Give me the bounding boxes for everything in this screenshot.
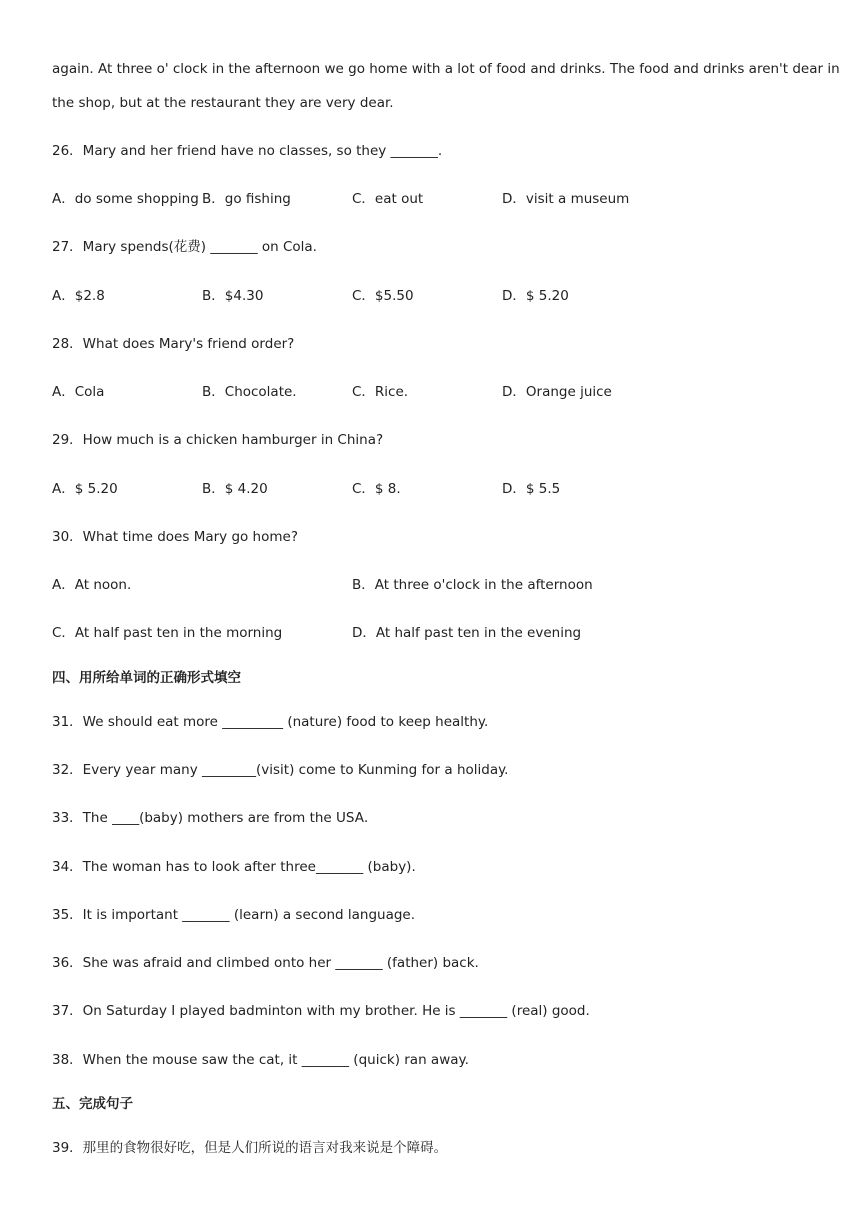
question-27-option-b[interactable]: B．$4.30 [202,288,264,304]
question-36: 36．She was afraid and climbed onto her _______ (father) back. [52,955,479,971]
passage-line-1: again. At three o' clock in the afternoon we go home with a lot of food and drinks. The food and drinks aren't dear in [52,61,840,77]
question-32: 32．Every year many ________(visit) come to Kunming for a holiday. [52,762,509,778]
question-29-option-d[interactable]: D．$ 5.5 [502,481,561,497]
question-30-stem: 30．What time does Mary go home? [52,529,298,545]
question-28-option-a[interactable]: A．Cola [52,384,105,400]
question-30-option-b[interactable]: B．At three o'clock in the afternoon [352,577,593,593]
question-29-option-c[interactable]: C．$ 8. [352,481,401,497]
question-26-option-a[interactable]: A．do some shopping [52,191,199,207]
question-35: 35．It is important _______ (learn) a second language. [52,907,416,923]
question-27-option-c[interactable]: C．$5.50 [352,288,414,304]
question-27-option-d[interactable]: D．$ 5.20 [502,288,569,304]
question-26-option-d[interactable]: D．visit a museum [502,191,630,207]
section-4-title: 四、用所给单词的正确形式填空 [52,670,241,686]
section-5-title: 五、完成句子 [52,1096,133,1112]
question-26-option-c[interactable]: C．eat out [352,191,424,207]
question-30-option-d[interactable]: D．At half past ten in the evening [352,625,582,641]
question-37: 37．On Saturday I played badminton with my brother. He is _______ (real) good. [52,1003,590,1019]
question-29-option-a[interactable]: A．$ 5.20 [52,481,118,497]
question-29-option-b[interactable]: B．$ 4.20 [202,481,268,497]
question-30-option-a[interactable]: A．At noon. [52,577,132,593]
question-33: 33．The ____(baby) mothers are from the USA． [52,810,378,826]
question-26-option-b[interactable]: B．go fishing [202,191,291,207]
question-30-option-c[interactable]: C．At half past ten in the morning [52,625,283,641]
question-28-stem: 28．What does Mary's friend order? [52,336,295,352]
question-39: 39．那里的食物很好吃，但是人们所说的语言对我来说是个障碍。 [52,1140,448,1156]
question-29-stem: 29．How much is a chicken hamburger in China? [52,432,384,448]
question-28-option-c[interactable]: C．Rice. [352,384,409,400]
question-27-option-a[interactable]: A．$2.8 [52,288,105,304]
question-28-option-d[interactable]: D．Orange juice [502,384,612,400]
question-28-option-b[interactable]: B．Chocolate. [202,384,297,400]
question-26-stem: 26．Mary and her friend have no classes, so they _______. [52,143,443,159]
question-27-stem: 27．Mary spends(花费) _______ on Cola. [52,239,317,255]
question-34: 34．The woman has to look after three_______ (baby). [52,859,416,875]
question-38: 38．When the mouse saw the cat, it _______ (quick) ran away. [52,1052,469,1068]
passage-line-2: the shop, but at the restaurant they are very dear. [52,95,394,111]
question-31: 31．We should eat more _________ (nature) food to keep healthy. [52,714,489,730]
